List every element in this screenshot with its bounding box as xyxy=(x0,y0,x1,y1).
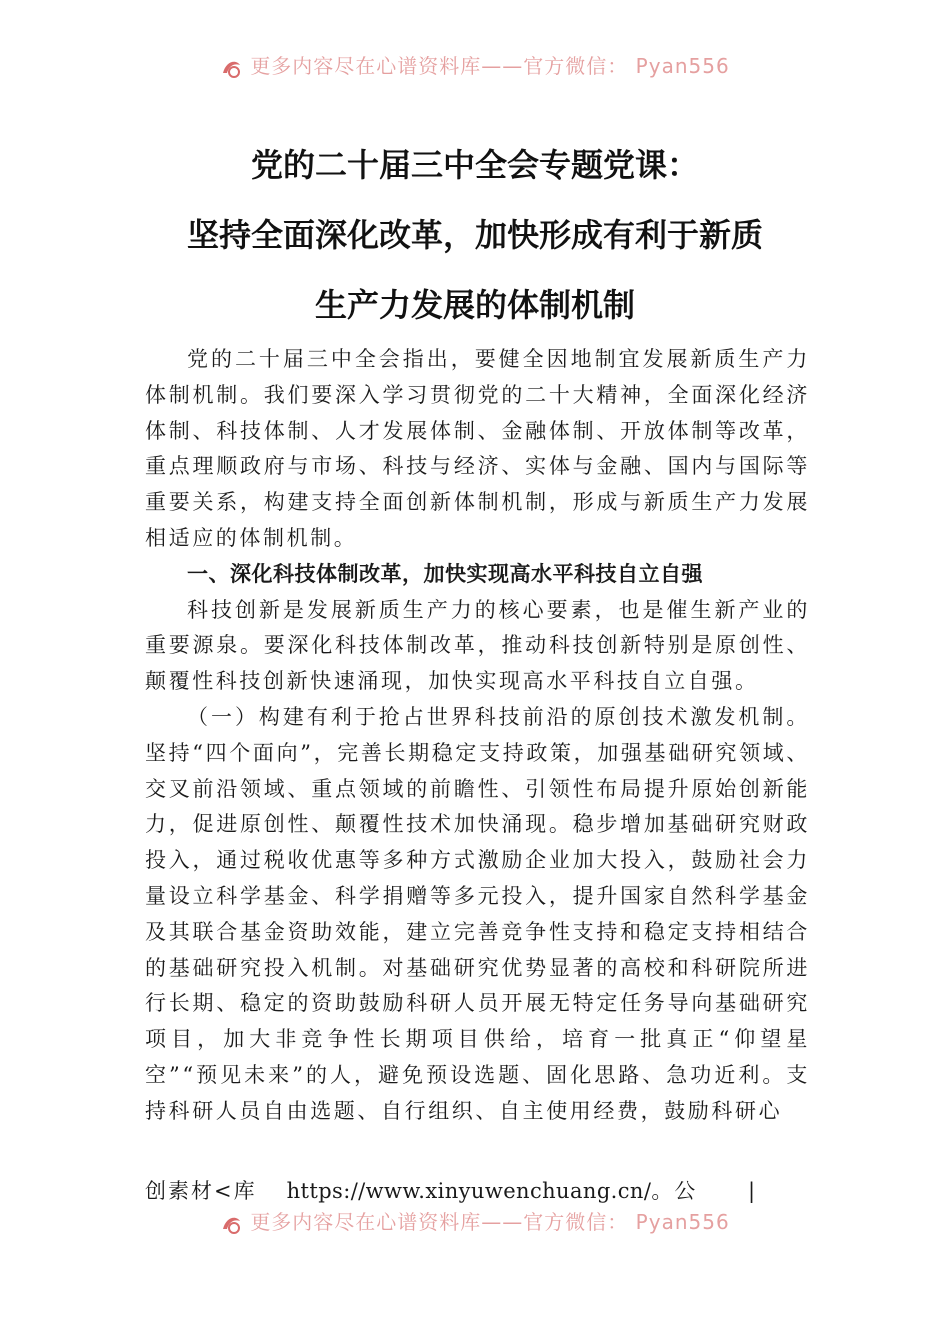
footer-url[interactable]: https://www.xinyuwenchuang.cn/ xyxy=(286,1179,652,1203)
watermark-text: 更多内容尽在心谱资料库——官方微信： Pyan556 xyxy=(250,1210,730,1234)
logo-icon xyxy=(220,1213,244,1235)
watermark-text: 更多内容尽在心谱资料库——官方微信： Pyan556 xyxy=(250,54,730,78)
text-cursor: | xyxy=(748,1179,756,1203)
watermark-top xyxy=(0,52,950,80)
title-line-1: 党的二十届三中全会专题党课： xyxy=(250,146,699,184)
footer-line xyxy=(145,1175,810,1207)
footer-prefix: 创素材<库 xyxy=(145,1179,257,1203)
paragraph-subsection-1: （一）构建有利于抢占世界科技前沿的原创技术激发机制。坚持“四个面向”，完善长期稳定支持政策，加强基础研究领域、交叉前沿领域、重点领域的前瞻性、引领性布局提升原始创新能力，促进原创性、颠覆性技术加快涌现。稳步增加基础研究财政投入，通过税收优惠等多种方式激励企业加大投入，鼓励社会力量设立科学基金、科学捐赠等多元投入，提升国家自然科学基金及其联合基金资助效能，建立完善竞争性支持和稳定支持相结合的基础研究投入机制。对基础研究优势显著的高校和科研院所进行长期、稳定的资助鼓励科研人员开展无特定任务导向基础研究项目，加大非竞争性长期项目供给，培育一批真正“仰望星空”“预见未来”的人，避免预设选题、固化思路、急功近利。支持科研人员自由选题、自行组织、自主使用经费，鼓励科研心 xyxy=(145,704,810,1123)
footer-suffix: 。公 xyxy=(651,1179,698,1203)
title-line-3: 生产力发展的体制机制 xyxy=(314,286,635,324)
section-heading-1: 一、深化科技体制改革，加快实现高水平科技自立自强 xyxy=(187,561,703,586)
paragraph-intro: 党的二十届三中全会指出，要健全因地制宜发展新质生产力体制机制。我们要深入学习贯彻党的二十大精神，全面深化经济体制、科技体制、人才发展体制、金融体制、开放体制等改革，重点理顺政府与市场、科技与经济、实体与金融、国内与国际等重要关系，构建支持全面创新体制机制，形成与新质生产力发展相适应的体制机制。 xyxy=(145,347,810,550)
watermark-bottom xyxy=(0,1208,950,1236)
title-line-2: 坚持全面深化改革，加快形成有利于新质 xyxy=(186,216,763,254)
document-body xyxy=(145,342,810,1130)
logo-icon xyxy=(220,57,244,79)
paragraph-section-1: 科技创新是发展新质生产力的核心要素，也是催生新产业的重要源泉。要深化科技体制改革，推动科技创新特别是原创性、颠覆性科技创新快速涌现，加快实现高水平科技自立自强。 xyxy=(145,597,810,694)
